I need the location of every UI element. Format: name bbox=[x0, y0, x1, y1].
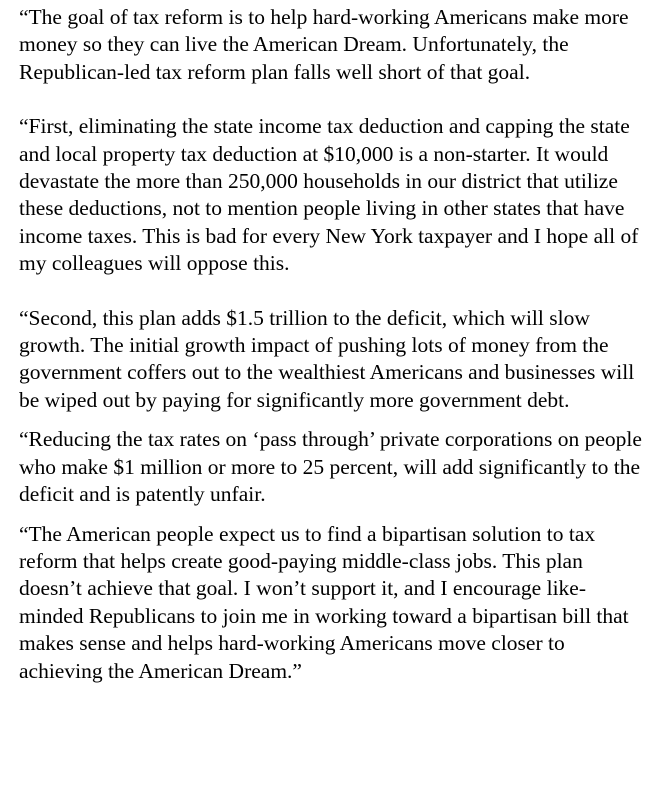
paragraph-goal: “The goal of tax reform is to help hard-working Americans make more money so they can live the American Dream. Unfortunately, the Republican-led tax reform plan falls well short of that goal. bbox=[19, 5, 629, 84]
paragraph-first: “First, eliminating the state income tax deduction and capping the state and local property tax deduction at $10,000 is a non-starter. It would devastate the more than 250,000 households in our district that utilize these deductions, not to mention people living in other states that have income taxes. This is bad for every New York taxpayer and I hope all of my colleagues will oppose this. bbox=[19, 114, 639, 276]
paragraph-pass-through: “Reducing the tax rates on ‘pass through’ private corporations on people who make $1 million or more to 25 percent, will add significantly to the deficit and is patently unfair. bbox=[19, 427, 642, 507]
paragraph-second: “Second, this plan adds $1.5 trillion to the deficit, which will slow growth. The initial growth impact of pushing lots of money from the government coffers out to the wealthiest Americans and businesses will be wiped out by paying for significantly more government debt. bbox=[19, 305, 635, 412]
paragraph-conclusion: “The American people expect us to find a bipartisan solution to tax reform that helps create good-paying middle-class jobs. This plan doesn’t achieve that goal. I won’t support it, and I encourage like-minded Republicans to join me in working toward a bipartisan bill that makes sense and helps hard-working Americans move closer to achieving the American Dream.” bbox=[19, 521, 629, 683]
statement-document bbox=[19, 4, 649, 685]
